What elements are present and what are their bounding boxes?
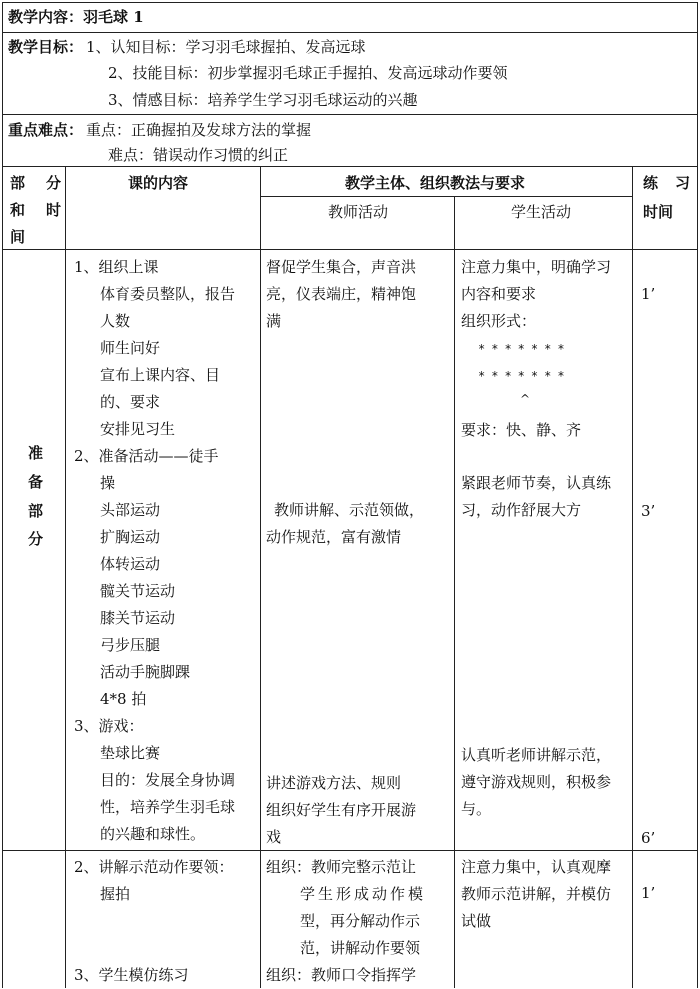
basic-content-item: 3、学生模仿练习: [74, 966, 189, 984]
student-line: 遵守游戏规则，积极参: [461, 773, 612, 791]
goal-affective: 3、情感目标：培养学生学习羽毛球运动的兴趣: [108, 91, 418, 109]
col-time-char-2: 习: [675, 174, 691, 192]
prep-content-item: 性，培养学生羽毛球: [100, 798, 236, 816]
prep-time-2: 3’: [641, 502, 656, 520]
prep-content-list: [74, 254, 258, 848]
basic-teacher-block: [266, 854, 450, 989]
frame-top: [2, 2, 698, 3]
teacher-line: 组织好学生有序开展游: [266, 801, 417, 819]
prep-content-item: 操: [100, 474, 116, 492]
student-line: 习，动作舒展大方: [461, 501, 582, 519]
difficult-point: 难点：错误动作习惯的纠正: [108, 146, 289, 164]
basic-content-list: [74, 854, 258, 989]
prep-content-item: 头部运动: [100, 501, 161, 519]
basic-content-item: 2、讲解示范动作要领：: [74, 858, 234, 876]
prep-teacher-block-2: [266, 497, 450, 551]
col-section-char-3: 和: [10, 201, 26, 219]
teacher-line: 范，讲解动作要领: [300, 939, 421, 957]
goal-cognitive: 1、认知目标：学习羽毛球握拍、发高远球: [86, 38, 366, 56]
student-line: 注意力集中，认真观摩: [461, 858, 612, 876]
student-line: 注意力集中，明确学习: [461, 258, 612, 276]
keypoints-label: 重点难点：: [8, 121, 84, 139]
teacher-line: 动作规范，富有激情: [266, 528, 402, 546]
prep-student-block-2: [461, 470, 631, 524]
col-line-1: [65, 166, 66, 850]
teacher-line: 型，再分解动作示: [300, 912, 421, 930]
key-point: 重点：正确握拍及发球方法的掌握: [86, 121, 312, 139]
formation-row-1: *******: [478, 342, 571, 356]
prep-content-item: 体育委员整队，报告: [100, 285, 236, 303]
student-line: 紧跟老师节奏，认真练: [461, 474, 612, 492]
basic-time-1: 1’: [641, 884, 656, 902]
prep-teacher-block-1: [266, 254, 450, 335]
col-time-char-3: 时间: [643, 203, 674, 221]
col-time-char-1: 练: [643, 174, 659, 192]
formation-teacher-mark: ^: [520, 392, 531, 406]
teacher-line: 教师讲解、示范领做，: [274, 501, 425, 519]
basic-content-item: [74, 908, 258, 935]
student-line: 教师示范讲解，并模仿: [461, 885, 612, 903]
basic-content-item: [74, 935, 258, 962]
divider-after-table-header: [2, 249, 698, 250]
prep-content-item: 目的：发展全身协调: [100, 771, 236, 789]
prep-content-item: 师生问好: [100, 339, 161, 357]
prep-label-char-1: 准: [28, 444, 44, 462]
teacher-line: 组织：教师口令指挥学: [266, 966, 417, 984]
prep-content-item: 1、组织上课: [74, 258, 159, 276]
col-student-header: 学生活动: [511, 203, 572, 221]
divider-after-goals: [2, 114, 698, 115]
prep-content-item: 活动手腕脚踝: [100, 663, 191, 681]
lesson-content-title: 教学内容：羽毛球 1: [8, 8, 144, 26]
prep-content-item: 体转运动: [100, 555, 161, 573]
teacher-line: 讲述游戏方法、规则: [266, 774, 402, 792]
frame-right: [697, 2, 698, 988]
formation-row-2: *******: [478, 369, 571, 383]
col-line-2: [260, 166, 261, 988]
prep-content-item: 髋关节运动: [100, 582, 176, 600]
prep-time-3: 6’: [641, 829, 656, 847]
student-line: 内容和要求: [461, 285, 537, 303]
teacher-line: 亮，仪表端庄，精神饱: [266, 285, 417, 303]
divider-methods-sub: [260, 196, 632, 197]
student-line: 认真听老师讲解示范，: [461, 746, 612, 764]
prep-content-item: 膝关节运动: [100, 609, 176, 627]
prep-student-block-3: [461, 742, 631, 823]
prep-content-item: 扩胸运动: [100, 528, 161, 546]
prep-content-item: 垫球比赛: [100, 744, 161, 762]
prep-label-char-3: 部: [28, 502, 44, 520]
teacher-line: 组织：教师完整示范让: [266, 858, 417, 876]
teacher-line: 督促学生集合，声音洪: [266, 258, 417, 276]
student-line: 与。: [461, 800, 492, 818]
col-section-char-4: 时: [46, 201, 62, 219]
prep-content-item: 2、准备活动——徒手: [74, 447, 219, 465]
prep-content-item: 宣布上课内容、目: [100, 366, 221, 384]
prep-content-item: 弓步压腿: [100, 636, 161, 654]
divider-after-keypoints: [2, 166, 698, 167]
col-section-char-2: 分: [46, 174, 62, 192]
col-section-char-5: 间: [10, 228, 26, 246]
prep-time-1: 1’: [641, 285, 656, 303]
col-line-3: [454, 196, 455, 988]
col-content-header: 课的内容: [128, 174, 189, 192]
student-requirement: 要求：快、静、齐: [461, 421, 582, 439]
prep-label-char-2: 备: [28, 473, 44, 491]
prep-content-item: 3、游戏：: [74, 717, 144, 735]
teacher-line: 戏: [266, 828, 282, 846]
student-line: 试做: [461, 912, 492, 930]
prep-content-item: 人数: [100, 312, 131, 330]
col-line-1b: [65, 850, 66, 988]
prep-content-item: 4*8 拍: [100, 690, 147, 708]
teacher-line: 学生形成动作模: [300, 885, 427, 903]
goals-label: 教学目标：: [8, 38, 84, 56]
prep-content-item: 的兴趣和球性。: [100, 825, 206, 843]
divider-after-content: [2, 32, 698, 33]
frame-left: [2, 2, 3, 988]
col-teacher-header: 教师活动: [328, 203, 389, 221]
teacher-line: 满: [266, 312, 282, 330]
col-section-char-1: 部: [10, 174, 26, 192]
prep-student-block-1: [461, 254, 631, 335]
basic-content-item: 握拍: [100, 885, 131, 903]
prep-content-item: 的、要求: [100, 393, 161, 411]
basic-student-block: [461, 854, 631, 935]
student-line: 组织形式：: [461, 312, 537, 330]
prep-label-char-4: 分: [28, 530, 44, 548]
goal-skill: 2、技能目标：初步掌握羽毛球正手握拍、发高远球动作要领: [108, 64, 508, 82]
col-line-4: [632, 166, 633, 988]
col-methods-header: 教学主体、组织教法与要求: [345, 174, 526, 192]
prep-teacher-block-3: [266, 770, 450, 851]
prep-content-item: 安排见习生: [100, 420, 176, 438]
